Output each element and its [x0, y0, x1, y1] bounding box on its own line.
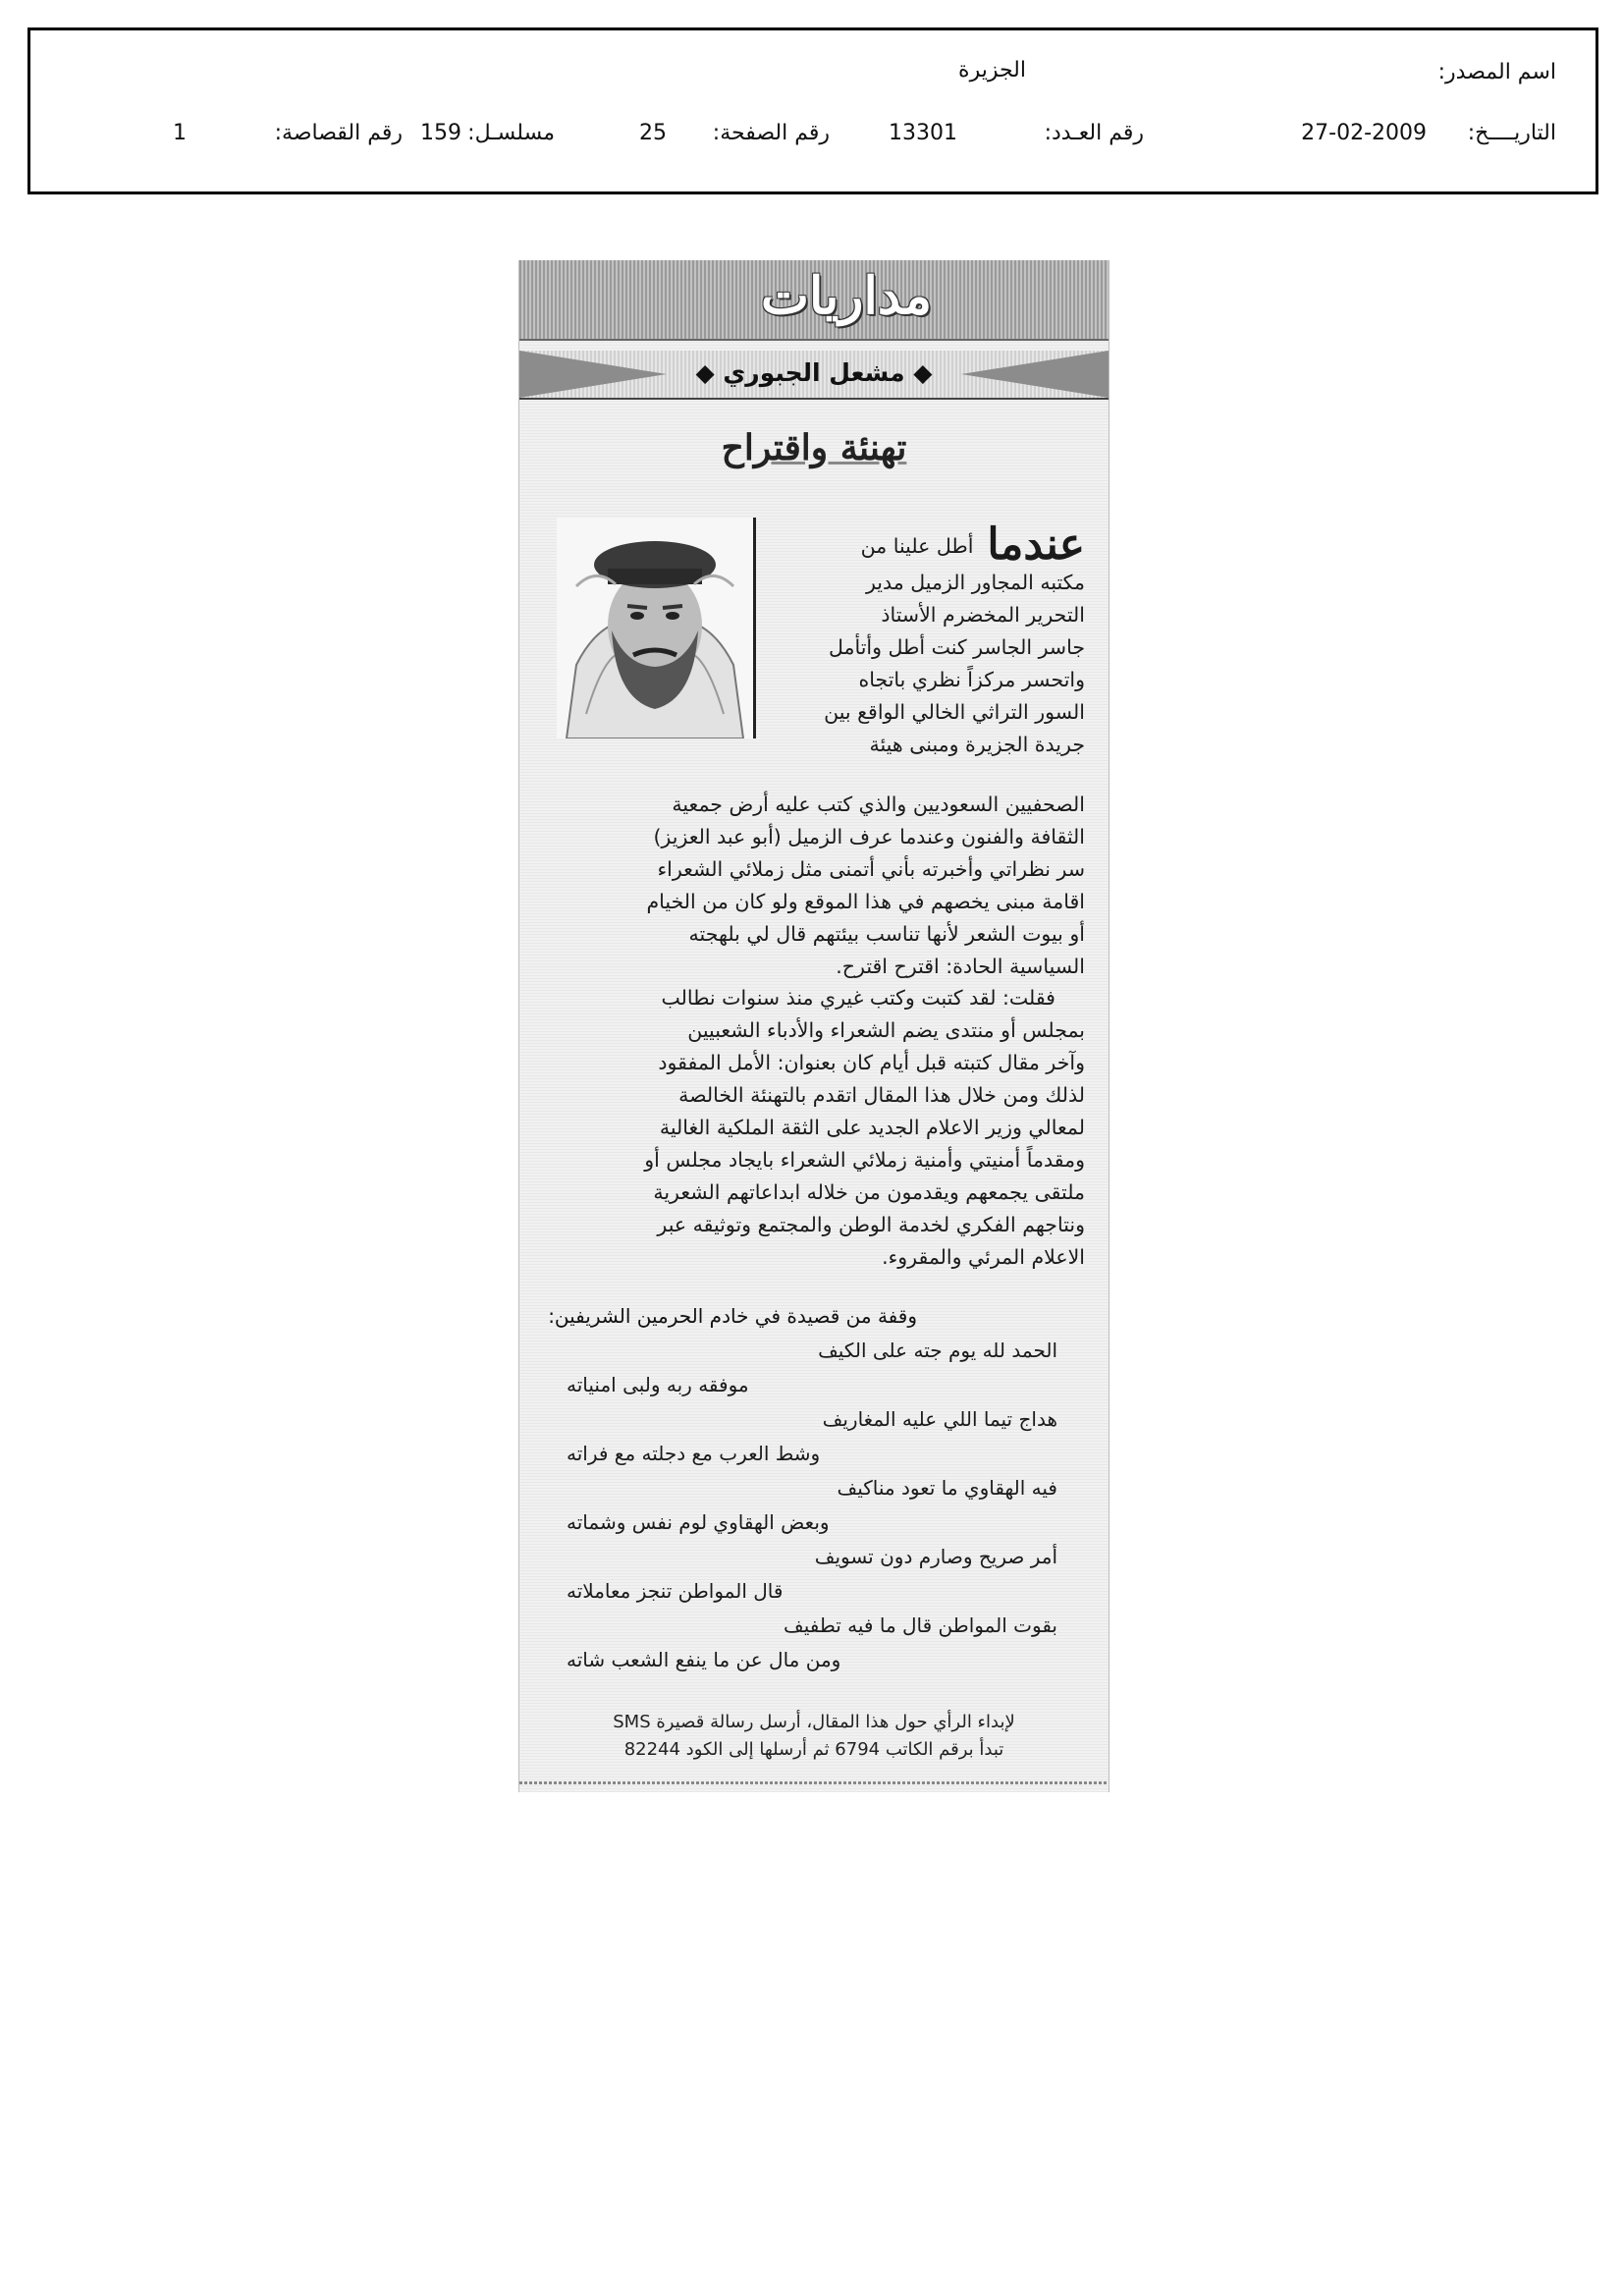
- clip-label: رقم القصاصة:: [274, 121, 403, 145]
- article-body: [543, 789, 1085, 1274]
- poem-verse: موفقه ربه ولبى امنياته: [567, 1373, 749, 1396]
- date-value: 27-02-2009: [1301, 121, 1427, 145]
- source-info-box: [27, 27, 1598, 194]
- sms-note-line-2: تبدأ برقم الكاتب 6794 ثم أرسلها إلى الكود 82244: [623, 1739, 1004, 1760]
- article-body-wrapped: [765, 519, 1085, 760]
- newspaper-clipping: [518, 260, 1109, 1792]
- body-line: جاسر الجاسر كنت أطل وأتأمل: [828, 634, 1085, 659]
- column-title: مداريات: [761, 266, 932, 326]
- body-line: وآخر مقال كتبته قبل أيام كان بعنوان: الأمل المفقود: [658, 1051, 1085, 1075]
- body-line: لذلك ومن خلال هذا المقال اتقدم بالتهنئة الخالصة: [678, 1083, 1085, 1108]
- body-line: الثقافة والفنون وعندما عرف الزميل (أبو عبد العزيز): [653, 824, 1085, 848]
- author-portrait-image: [557, 518, 753, 738]
- body-line: لمعالي وزير الاعلام الجديد على الثقة الملكية الغالية: [659, 1116, 1085, 1140]
- first-line-text: أطل علينا من: [860, 534, 974, 558]
- serial-value: 159: [420, 121, 461, 145]
- page-value: 25: [639, 121, 667, 145]
- body-line: بمجلس أو منتدى يضم الشعراء والأدباء الشعبيين: [687, 1018, 1085, 1043]
- column-banner: [519, 260, 1109, 341]
- body-line: السور التراثي الخالي الواقع بين: [824, 699, 1085, 724]
- serial-label: مسلسـل:: [467, 121, 555, 145]
- body-line: ونتاجهم الفكري لخدمة الوطن والمجتمع وتوثيقه عبر: [657, 1212, 1085, 1236]
- date-label: التاريــــخ:: [1467, 121, 1556, 145]
- body-line: اقامة مبنى يخصهم في هذا الموقع ولو كان من الخيام: [646, 889, 1085, 913]
- poem-intro: وقفة من قصيدة في خادم الحرمين الشريفين:: [548, 1304, 917, 1328]
- source-label: اسم المصدر:: [1437, 60, 1556, 84]
- body-line: أو بيوت الشعر لأنها تناسب بيئتهم قال لي بلهجته: [688, 921, 1085, 946]
- body-line: واتحسر مركزاً نظري باتجاه: [858, 667, 1085, 691]
- poem-verse: وشط العرب مع دجلته مع فراته: [567, 1442, 821, 1465]
- page-label: رقم الصفحة:: [712, 121, 830, 145]
- sms-note-line-1: لإبداء الرأي حول هذا المقال، أرسل رسالة قصيرة SMS: [613, 1712, 1015, 1732]
- lead-word: عندما: [987, 519, 1085, 570]
- poem-verse: بقوت المواطن قال ما فيه تطفيف: [783, 1613, 1057, 1637]
- issue-value: 13301: [889, 121, 957, 145]
- body-line: سر نظراتي وأخبرته بأني أتمنى مثل زملائي الشعراء: [657, 856, 1085, 881]
- body-line: ومقدماً أمنيتي وأمنية زملائي الشعراء بايجاد مجلس أو: [644, 1147, 1085, 1172]
- source-value: الجزيرة: [958, 58, 1026, 82]
- author-photo: [557, 518, 756, 738]
- author-name: ◆ مشعل الجبوري ◆: [695, 358, 933, 387]
- author-bar: [519, 351, 1109, 400]
- body-line: الاعلام المرئي والمقروء.: [882, 1244, 1085, 1269]
- poem-verse: الحمد لله يوم جته على الكيف: [818, 1339, 1057, 1362]
- poem-verse: هداج تيما اللي عليه المغاريف: [822, 1407, 1057, 1431]
- poem-verse: فيه الهقاوي ما تعود مناكيف: [837, 1476, 1057, 1500]
- body-line: ملتقى يجمعهم ويقدمون من خلاله ابداعاتهم الشعرية: [653, 1179, 1085, 1204]
- poem-verse: وبعض الهقاوي لوم نفس وشماته: [567, 1510, 830, 1534]
- article-headline: تهنئة واقتراح: [721, 427, 907, 468]
- body-line: الصحفيين السعوديين والذي كتب عليه أرض جمعية: [672, 793, 1085, 816]
- poem-verse: أمر صريح وصارم دون تسويف: [814, 1545, 1057, 1568]
- poem-verse: قال المواطن تنجز معاملاته: [567, 1579, 784, 1603]
- body-line: جريدة الجزيرة ومبنى هيئة: [869, 732, 1085, 756]
- body-line: السياسية الحادة: اقترح اقترح.: [836, 954, 1085, 978]
- issue-label: رقم العـدد:: [1044, 121, 1144, 145]
- body-line: مكتبه المجاور الزميل مدير: [866, 571, 1085, 594]
- article-first-line: [765, 519, 1085, 570]
- body-line: فقلت: لقد كتبت وكتب غيري منذ سنوات نطالب: [661, 986, 1055, 1011]
- body-line: التحرير المخضرم الأستاذ: [881, 602, 1085, 627]
- clipping-bottom-rule: [519, 1781, 1109, 1784]
- clip-value: 1: [173, 121, 187, 145]
- poem-verse: ومن مال عن ما ينفع الشعب شاته: [567, 1648, 841, 1671]
